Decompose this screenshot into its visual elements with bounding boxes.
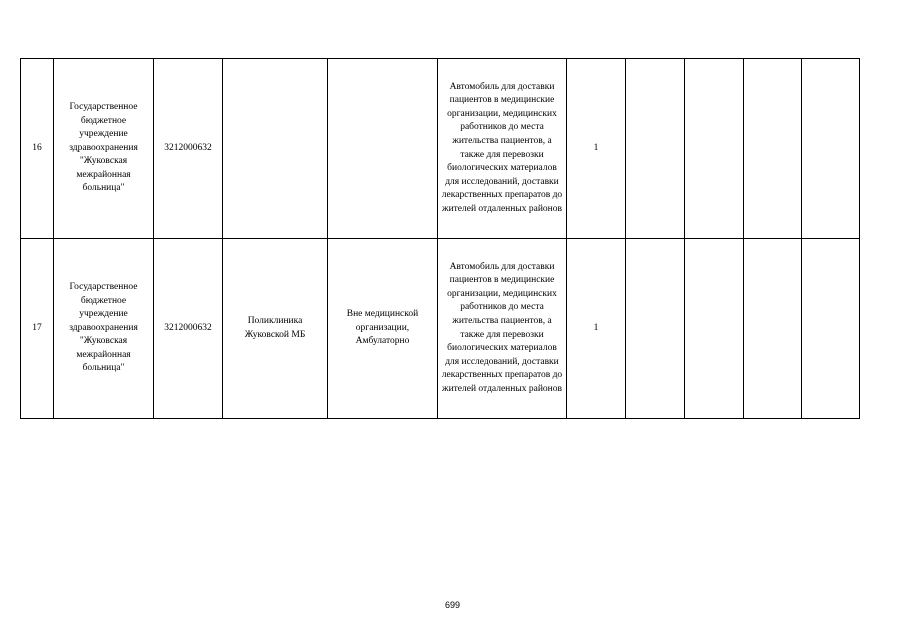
page-number: 699 bbox=[444, 600, 461, 610]
empty-cell bbox=[626, 59, 685, 239]
data-table bbox=[20, 58, 860, 419]
table-row bbox=[21, 239, 860, 419]
row-number-cell: 17 bbox=[21, 239, 54, 419]
quantity-cell: 1 bbox=[567, 239, 626, 419]
institution-cell: Государственное бюджетное учреждение здравоохранения "Жуковская межрайонная больница" bbox=[54, 59, 154, 239]
empty-cell bbox=[626, 239, 685, 419]
table-row bbox=[21, 59, 860, 239]
empty-cell bbox=[685, 59, 744, 239]
inn-cell: 3212000632 bbox=[154, 239, 223, 419]
empty-cell bbox=[744, 239, 802, 419]
subdivision-cell: Поликлиника Жуковской МБ bbox=[223, 239, 328, 419]
place-cell: Вне медицинской организации, Амбулаторно bbox=[328, 239, 438, 419]
subdivision-cell bbox=[223, 59, 328, 239]
inn-cell: 3212000632 bbox=[154, 59, 223, 239]
empty-cell bbox=[685, 239, 744, 419]
purpose-cell: Автомобиль для доставки пациентов в медицинские организации, медицинских работников до места жительства пациентов, а также для перевозки биологических материалов для исследований, доставки лекарственных препаратов до жителей отдаленных районов bbox=[438, 59, 567, 239]
quantity-cell: 1 bbox=[567, 59, 626, 239]
row-number-cell: 16 bbox=[21, 59, 54, 239]
empty-cell bbox=[802, 59, 860, 239]
empty-cell bbox=[802, 239, 860, 419]
empty-cell bbox=[744, 59, 802, 239]
institution-cell: Государственное бюджетное учреждение здравоохранения "Жуковская межрайонная больница" bbox=[54, 239, 154, 419]
purpose-cell: Автомобиль для доставки пациентов в медицинские организации, медицинских работников до места жительства пациентов, а также для перевозки биологических материалов для исследований, доставки лекарственных препаратов до жителей отдаленных районов bbox=[438, 239, 567, 419]
place-cell bbox=[328, 59, 438, 239]
